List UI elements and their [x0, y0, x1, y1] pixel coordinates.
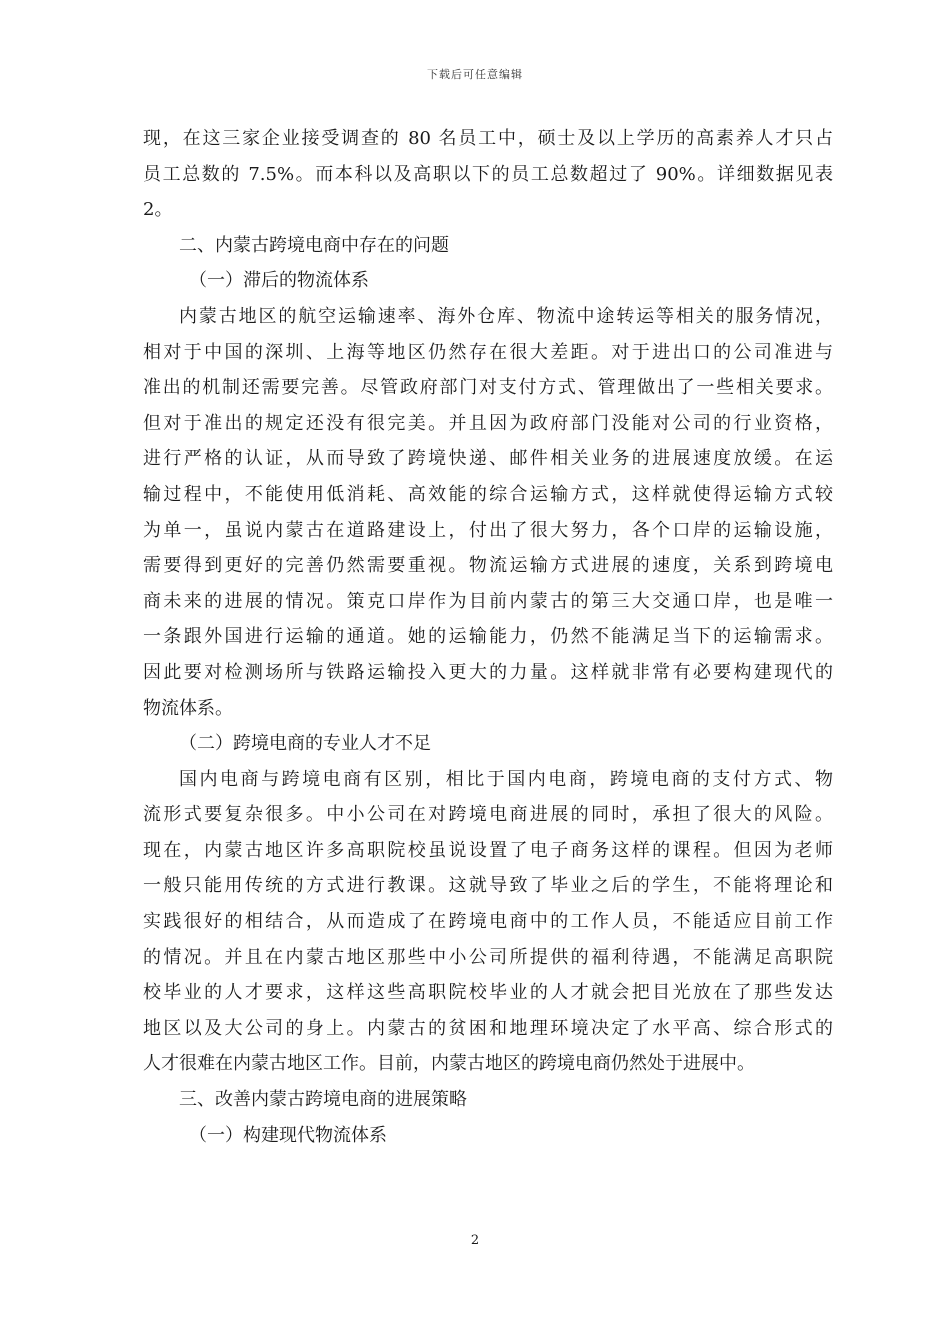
- text-line: 流形式要复杂很多。中小公司在对跨境电商进展的同时，承担了很大的风险。: [143, 804, 833, 826]
- subsection-heading: （二）跨境电商的专业人才不足: [179, 733, 431, 755]
- text-line: 商未来的进展的情况。策克口岸作为目前内蒙古的第三大交通口岸，也是唯一: [143, 590, 833, 612]
- text-line: 进行严格的认证，从而导致了跨境快递、邮件相关业务的进展速度放缓。在运: [143, 448, 833, 470]
- text-line: 员工总数的 7.5%。而本科以及高职以下的员工总数超过了 90%。详细数据见表: [143, 163, 833, 185]
- text-line: 内蒙古地区的航空运输速率、海外仓库、物流中途转运等相关的服务情况，: [179, 305, 833, 327]
- body-text: [143, 121, 833, 1153]
- text-line: 物流体系。: [143, 697, 233, 719]
- header-note: 下载后可任意编辑: [427, 68, 523, 81]
- text-line: 需要得到更好的完善仍然需要重视。物流运输方式进展的速度，关系到跨境电: [143, 555, 833, 577]
- text-line: 实践很好的相结合，从而造成了在跨境电商中的工作人员，不能适应目前工作: [143, 911, 833, 933]
- section-heading: 二、内蒙古跨境电商中存在的问题: [179, 234, 449, 256]
- text-line: 国内电商与跨境电商有区别，相比于国内电商，跨境电商的支付方式、物: [179, 768, 833, 790]
- text-line: 为单一，虽说内蒙古在道路建设上，付出了很大努力，各个口岸的运输设施，: [143, 519, 833, 541]
- text-line: 地区以及大公司的身上。内蒙古的贫困和地理环境决定了水平高、综合形式的: [143, 1017, 833, 1039]
- text-line: 一般只能用传统的方式进行教课。这就导致了毕业之后的学生，不能将理论和: [143, 875, 833, 897]
- text-line: 校毕业的人才要求，这样这些高职院校毕业的人才就会把目光放在了那些发达: [143, 982, 833, 1004]
- text-line: 人才很难在内蒙古地区工作。目前，内蒙古地区的跨境电商仍然处于进展中。: [143, 1053, 755, 1075]
- subsection-heading: （一）构建现代物流体系: [189, 1124, 387, 1146]
- text-line: 输过程中，不能使用低消耗、高效能的综合运输方式，这样就使得运输方式较: [143, 483, 833, 505]
- text-line: 准出的机制还需要完善。尽管政府部门对支付方式、管理做出了一些相关要求。: [143, 377, 833, 399]
- text-line: 相对于中国的深圳、上海等地区仍然存在很大差距。对于进出口的公司准进与: [143, 341, 833, 363]
- subsection-heading: （一）滞后的物流体系: [189, 270, 369, 292]
- page-number: 2: [470, 1233, 480, 1248]
- text-line: 但对于准出的规定还没有很完美。并且因为政府部门没能对公司的行业资格，: [143, 412, 833, 434]
- text-line: 现在，内蒙古地区许多高职院校虽说设置了电子商务这样的课程。但因为老师: [143, 839, 833, 861]
- section-heading: 三、改善内蒙古跨境电商的进展策略: [179, 1089, 467, 1111]
- text-line: 的情况。并且在内蒙古地区那些中小公司所提供的福利待遇，不能满足高职院: [143, 946, 833, 968]
- text-line: 现，在这三家企业接受调查的 80 名员工中，硕士及以上学历的高素养人才只占: [143, 128, 833, 149]
- text-line: 一条跟外国进行运输的通道。她的运输能力，仍然不能满足当下的运输需求。: [143, 626, 833, 648]
- text-line: 因此要对检测场所与铁路运输投入更大的力量。这样就非常有必要构建现代的: [143, 661, 833, 683]
- text-line: 2。: [143, 199, 173, 221]
